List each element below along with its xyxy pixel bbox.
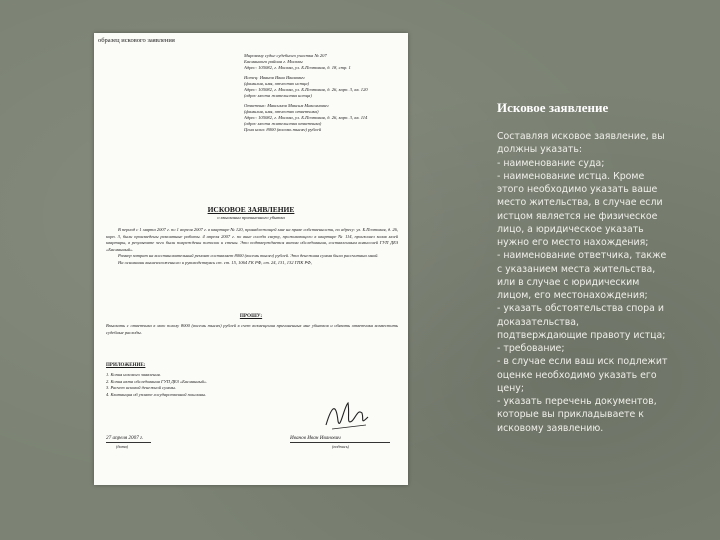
panel-line: доказательства, — [497, 316, 579, 328]
panel-line: исковому заявлению. — [497, 422, 604, 434]
header-line: Басманного района г. Москвы — [244, 58, 303, 64]
panel-line: истцом является не физическое — [497, 210, 658, 222]
signature-image — [322, 395, 372, 435]
header-line: Мировому судье судебного участка № 207 — [244, 53, 327, 58]
panel-line: - указать перечень документов, — [497, 396, 657, 407]
header-line: (адрес места жительства истца) — [244, 92, 312, 98]
header-line: Истец: Иванов Иван Иванович — [244, 74, 305, 80]
document-subtitle: о взыскании причиненного убытка — [217, 215, 285, 220]
panel-line: - наименование ответчика, также — [497, 250, 667, 262]
header-line: Цена иска: 8000 (восемь тысяч) рублей — [244, 126, 321, 132]
panel-title: Исковое заявление — [497, 100, 609, 115]
panel-line: место жительства, в случае если — [497, 197, 663, 209]
appendix-item: 1. Копия искового заявления. — [106, 372, 161, 377]
body-paragraph: Размер затрат на восстановительный ремонт составляет 8000 (восемь тысяч) рублей. Эта денежная сумма была рассчитана мной. — [118, 253, 379, 259]
body-paragraph: В период с 1 марта 2007 г. по 1 апреля 2007 г. в квартире № 120, принадлежащей мне на праве собственности, по адресу: ул. Б.Почтовая, д. 26, корп. 3, были произведены ремонтные работы. 4 апреля 2007 г. по вине соседа сверху, проживающего в квартире № 114, произошел залив моей квартиры, в результате чего были повреждены потолок и стены. Это подтверждается актом обследования, составленным комиссией ГУП ДЕЗ «Басманный». — [106, 227, 398, 252]
header-line: Адрес: 105082, г. Москва, ул. Б.Почтовая, д. 26, корп. 3, кв. 120 — [244, 86, 368, 92]
panel-line: - указать обстоятельства спора и — [497, 303, 664, 315]
document-body — [106, 227, 398, 266]
request-text: Взыскать с ответчика в мою пользу 8000 (восемь тысяч) рублей в счет возмещения причиненных мне убытков и обязать ответчика возместить судебные расходы. — [106, 323, 398, 335]
panel-line: которые вы прикладываете к — [497, 409, 644, 421]
panel-line: Составляя исковое заявление, вы — [497, 131, 665, 142]
appendix-item: 4. Квитанция об уплате государственной пошлины. — [106, 391, 207, 397]
request-heading: ПРОШУ: — [239, 313, 263, 319]
signature-underline — [290, 442, 390, 443]
header-line: Адрес: 105082, г. Москва, ул. Б.Почтовая, д. 26, корп. 3, кв. 114 — [244, 114, 368, 120]
panel-line: - наименование истца. Кроме — [497, 170, 645, 182]
panel-line: лицо, а юридическое указать — [497, 223, 644, 235]
panel-line: - в случае если ваш иск подлежит — [497, 356, 668, 368]
body-paragraph: На основании вышеизложенного и руководствуясь ст. ст. 15, 1064 ГК РФ, ст. 24, 131, 132 ГПК РФ, — [118, 259, 312, 265]
document-sample — [94, 33, 408, 485]
document-date: 27 апреля 2007 г. — [106, 435, 144, 441]
header-line: (фамилия, имя, отчество ответчика) — [244, 108, 319, 114]
appendix-item: 2. Копия акта обследования ГУП ДЕЗ «Басманный». — [106, 378, 208, 384]
panel-line: лицом, его местонахождения; — [497, 290, 648, 301]
panel-line: этого необходимо указать ваше — [497, 184, 658, 195]
document-title: ИСКОВОЕ ЗАЯВЛЕНИЕ — [207, 205, 295, 214]
date-caption: (дата) — [116, 444, 129, 449]
panel-line: или в случае с юридическим — [497, 276, 640, 288]
panel-line: нужно его место нахождения; — [497, 237, 649, 248]
header-line: Адрес: 105082, г. Москва, ул. Б.Почтовая, д. 18, стр. 1 — [244, 64, 351, 70]
panel-text — [497, 130, 709, 435]
panel-line: с указанием места жительства, — [497, 263, 656, 275]
document-header-block — [244, 53, 404, 133]
panel-line: - наименование суда; — [497, 157, 605, 169]
document-corner-label: образец искового заявления — [98, 37, 175, 44]
date-underline — [106, 442, 151, 443]
signer-caption: (подпись) — [332, 444, 349, 449]
header-line: (адрес места жительства ответчика) — [244, 120, 322, 126]
panel-line: оценке необходимо указать его — [497, 369, 657, 381]
panel-line: - требование; — [497, 343, 565, 354]
panel-line: подтверждающие правоту истца; — [497, 329, 666, 341]
appendix-item: 3. Расчет исковой денежной суммы. — [106, 385, 176, 391]
header-line: Ответчик: Максимов Максим Максимович — [244, 102, 329, 108]
signer-name: Иванов Иван Иванович — [290, 435, 341, 441]
panel-line: должны указать: — [497, 144, 582, 156]
header-line: (фамилия, имя, отчество истца) — [244, 80, 310, 86]
appendix-heading: ПРИЛОЖЕНИЕ: — [106, 363, 146, 368]
panel-line: цену; — [497, 382, 524, 394]
